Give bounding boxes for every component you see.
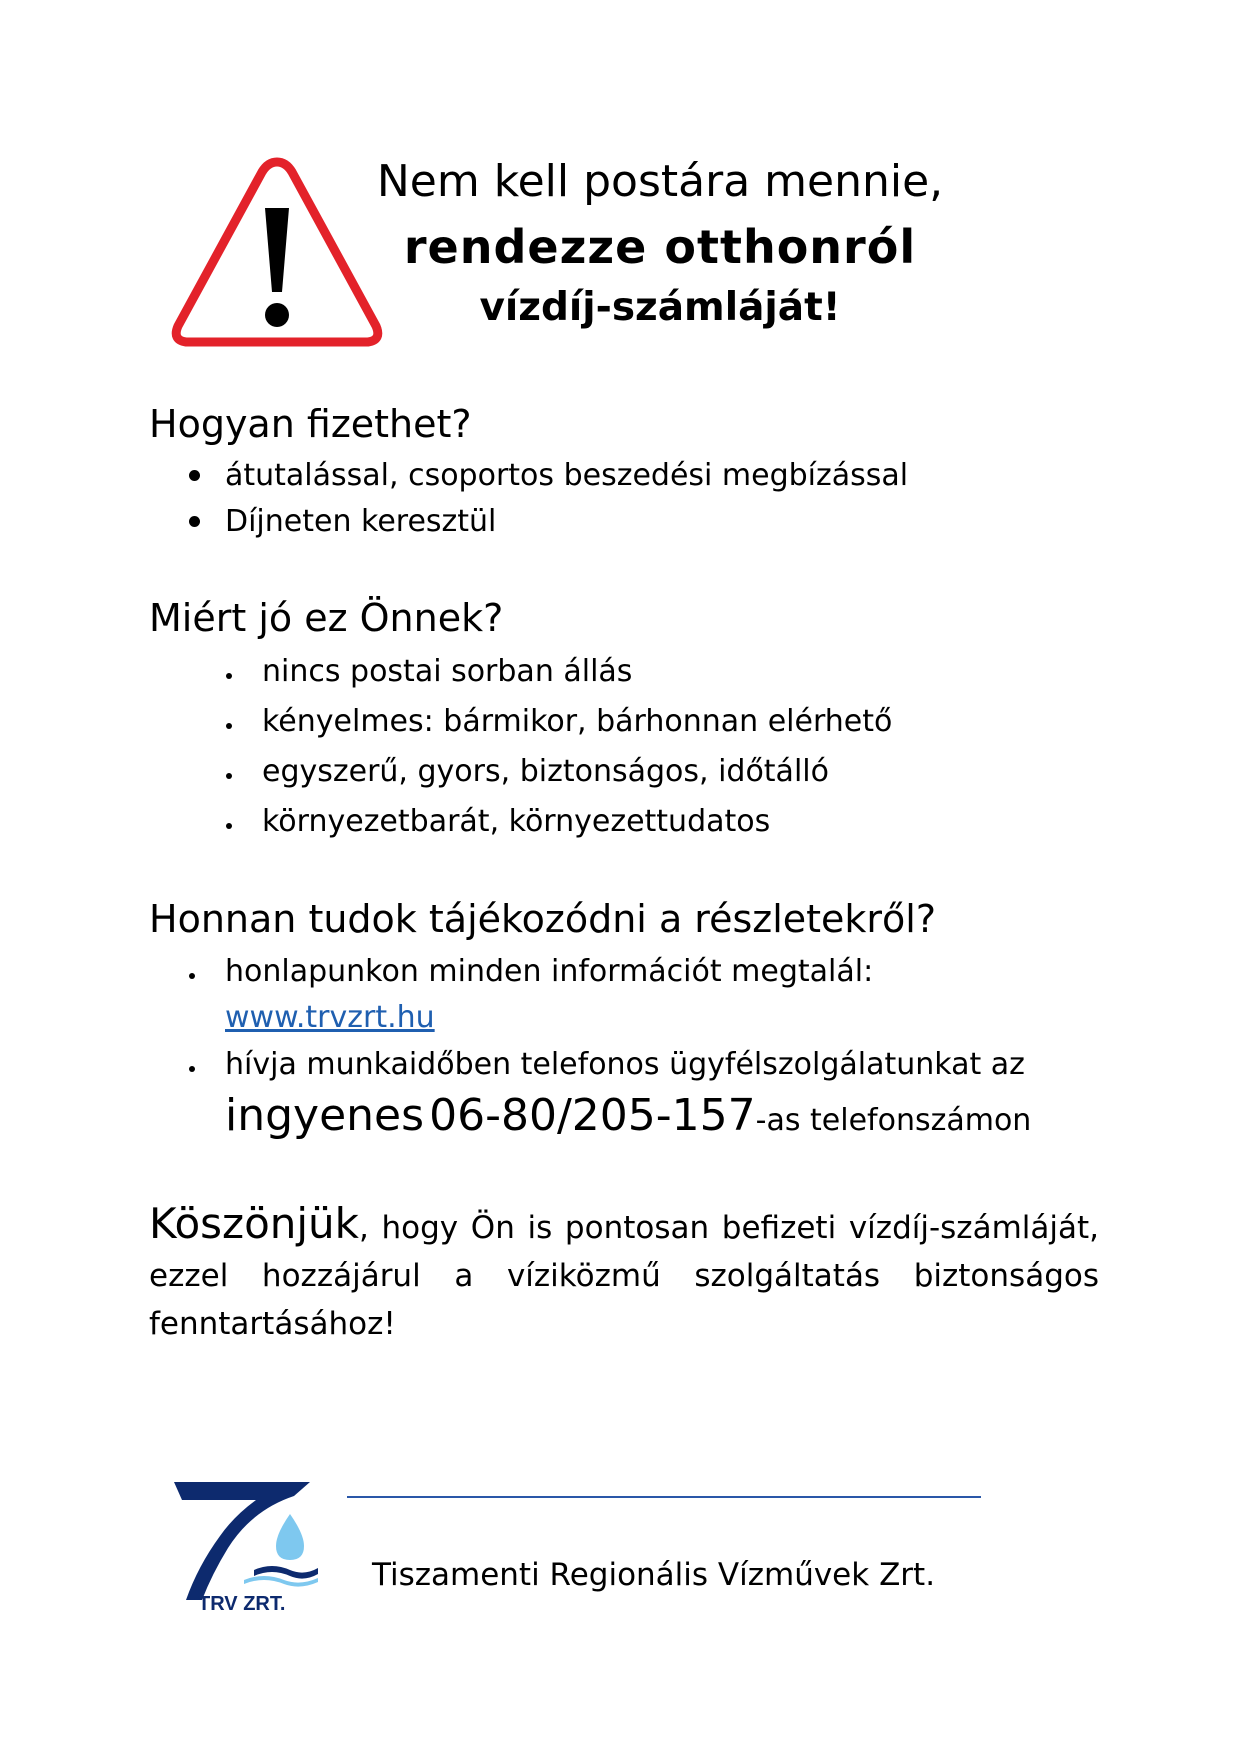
bullet-icon (226, 773, 232, 779)
footer-divider (347, 1496, 981, 1498)
bullet-icon (226, 673, 232, 679)
why-good-item: egyszerű, gyors, biztonságos, időtálló (262, 754, 829, 789)
trv-logo-icon (172, 1482, 322, 1612)
phone-number: 06-80/205-157 (429, 1090, 756, 1141)
logo-text: TRV ZRT. (198, 1593, 286, 1612)
bullet-icon (189, 1066, 195, 1072)
thanks-paragraph (149, 1200, 1099, 1348)
headline-line-3: vízdíj-számláját! (479, 285, 841, 330)
company-name: Tiszamenti Regionális Vízművek Zrt. (372, 1557, 936, 1593)
phone-prefix: ingyenes (225, 1090, 425, 1141)
info-item-phone-text: hívja munkaidőben telefonos ügyfélszolgálatunkat az (225, 1047, 1025, 1082)
how-to-pay-item: Díjneten keresztül (225, 504, 497, 539)
phone-suffix: -as telefonszámon (755, 1103, 1032, 1138)
thanks-lead: Köszönjük (149, 1199, 359, 1248)
why-good-item: kényelmes: bármikor, bárhonnan elérhető (262, 704, 893, 739)
website-link[interactable]: www.trvzrt.hu (225, 1000, 435, 1035)
bullet-icon (189, 973, 195, 979)
how-to-pay-heading: Hogyan fizethet? (149, 402, 472, 446)
info-item-website-text: honlapunkon minden információt megtalál: (225, 954, 874, 989)
why-good-item: nincs postai sorban állás (262, 654, 633, 689)
bullet-icon (189, 470, 200, 481)
how-to-pay-item: átutalással, csoportos beszedési megbízással (225, 458, 909, 493)
headline-line-1: Nem kell postára mennie, (376, 156, 944, 207)
bullet-icon (226, 823, 232, 829)
bullet-icon (189, 516, 200, 527)
thanks-rest: , hogy Ön is pontosan befizeti vízdíj-számláját, ezzel hozzájárul a víziközmű szolgáltatás biztonságos fenntartásához! (149, 1210, 1099, 1342)
info-heading: Honnan tudok tájékozódni a részletekről? (149, 897, 937, 941)
headline-line-2: rendezze otthonról (403, 220, 917, 274)
why-good-heading: Miért jó ez Önnek? (149, 596, 504, 640)
phone-line (225, 1090, 1031, 1141)
bullet-icon (226, 723, 232, 729)
why-good-item: környezetbarát, környezettudatos (262, 804, 771, 839)
warning-triangle-icon (168, 150, 386, 355)
